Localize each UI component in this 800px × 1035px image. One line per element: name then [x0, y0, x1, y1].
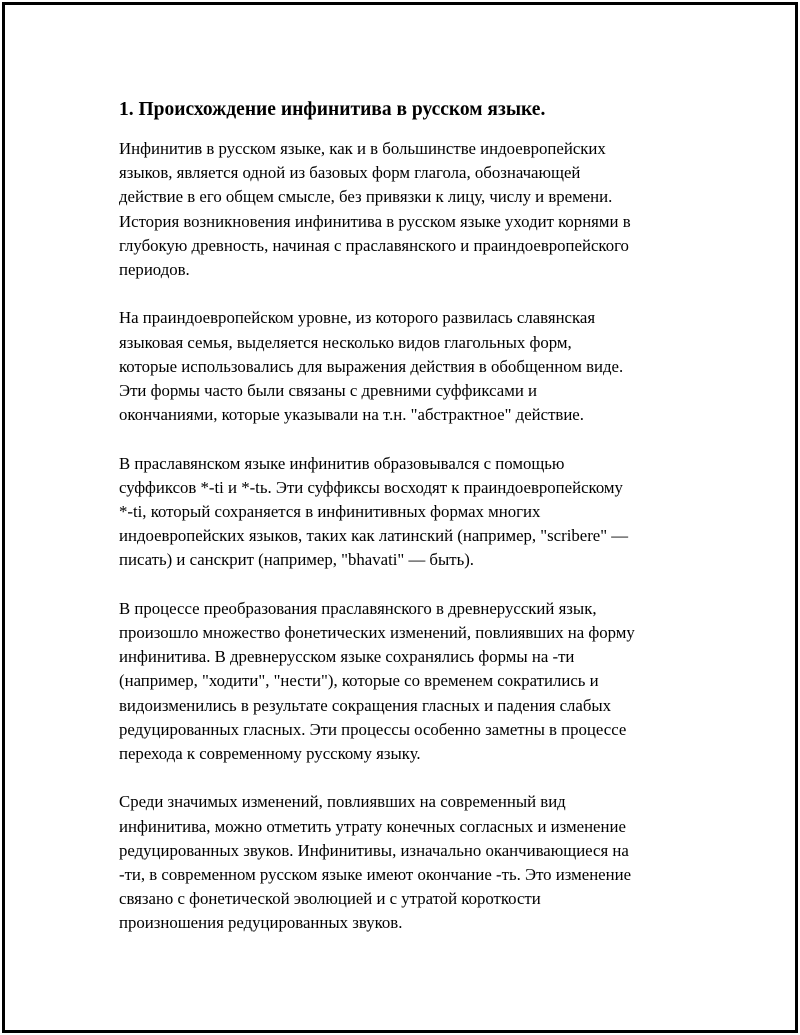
paragraph-line: языков, является одной из базовых форм глагола, обозначающей	[119, 163, 581, 183]
paragraph-line: действие в его общем смысле, без привязки к лицу, числу и времени.	[119, 187, 613, 207]
document-page	[2, 2, 798, 1033]
paragraph-list	[119, 137, 694, 936]
paragraph-line: На праиндоевропейском уровне, из которого развилась славянская	[119, 308, 596, 328]
paragraph-line: которые использовались для выражения действия в обобщенном виде.	[119, 356, 624, 376]
paragraph-line: (например, "ходити", "нести"), которые со временем сократились и	[119, 671, 599, 691]
paragraph-line: -ти, в современном русском языке имеют окончание -ть. Это изменение	[119, 865, 632, 885]
paragraph-line: видоизменились в результате сокращения гласных и падения слабых	[119, 695, 612, 715]
paragraph-line: суффиксов *-ti и *-tь. Эти суффиксы восходят к праиндоевропейскому	[119, 477, 623, 497]
paragraph-line: редуцированных звуков. Инфинитивы, изначально оканчивающиеся на	[119, 840, 629, 860]
paragraph-line: произношения редуцированных звуков.	[119, 913, 403, 933]
paragraph	[119, 137, 694, 282]
paragraph-line: индоевропейских языков, таких как латинский (например, "scribere" —	[119, 526, 629, 546]
paragraph-line: В процессе преобразования праславянского в древнерусский язык,	[119, 598, 597, 618]
paragraph-line: инфинитива. В древнерусском языке сохранялись формы на -ти	[119, 647, 575, 667]
paragraph-line: В праславянском языке инфинитив образовывался с помощью	[119, 453, 565, 473]
paragraph-line: произошло множество фонетических изменений, повлиявших на форму	[119, 623, 635, 643]
paragraph-line: связано с фонетической эволюцией и с утратой короткости	[119, 889, 541, 909]
document-content	[119, 96, 694, 960]
paragraph	[119, 452, 694, 573]
paragraph-line: окончаниями, которые указывали на т.н. "абстрактное" действие.	[119, 405, 584, 425]
paragraph-line: перехода к современному русскому языку.	[119, 744, 421, 764]
paragraph-line: языковая семья, выделяется несколько видов глагольных форм,	[119, 332, 572, 352]
paragraph-line: *-ti, который сохраняется в инфинитивных формах многих	[119, 502, 541, 522]
paragraph-line: редуцированных гласных. Эти процессы особенно заметны в процессе	[119, 719, 627, 739]
paragraph-line: Эти формы часто были связаны с древними суффиксами и	[119, 381, 538, 401]
paragraph-line: периодов.	[119, 260, 190, 280]
paragraph	[119, 790, 694, 935]
paragraph-line: инфинитива, можно отметить утрату конечных согласных и изменение	[119, 816, 626, 836]
paragraph	[119, 306, 694, 427]
paragraph-line: Среди значимых изменений, повлиявших на современный вид	[119, 792, 566, 812]
paragraph-line: Инфинитив в русском языке, как и в большинстве индоевропейских	[119, 139, 606, 158]
paragraph-line: писать) и санскрит (например, "bhavati" — быть).	[119, 550, 475, 570]
paragraph	[119, 597, 694, 766]
document-title: 1. Происхождение инфинитива в русском языке.	[119, 99, 546, 120]
paragraph-line: История возникновения инфинитива в русском языке уходит корнями в	[119, 211, 631, 231]
paragraph-line: глубокую древность, начиная с праславянского и праиндоевропейского	[119, 235, 629, 255]
